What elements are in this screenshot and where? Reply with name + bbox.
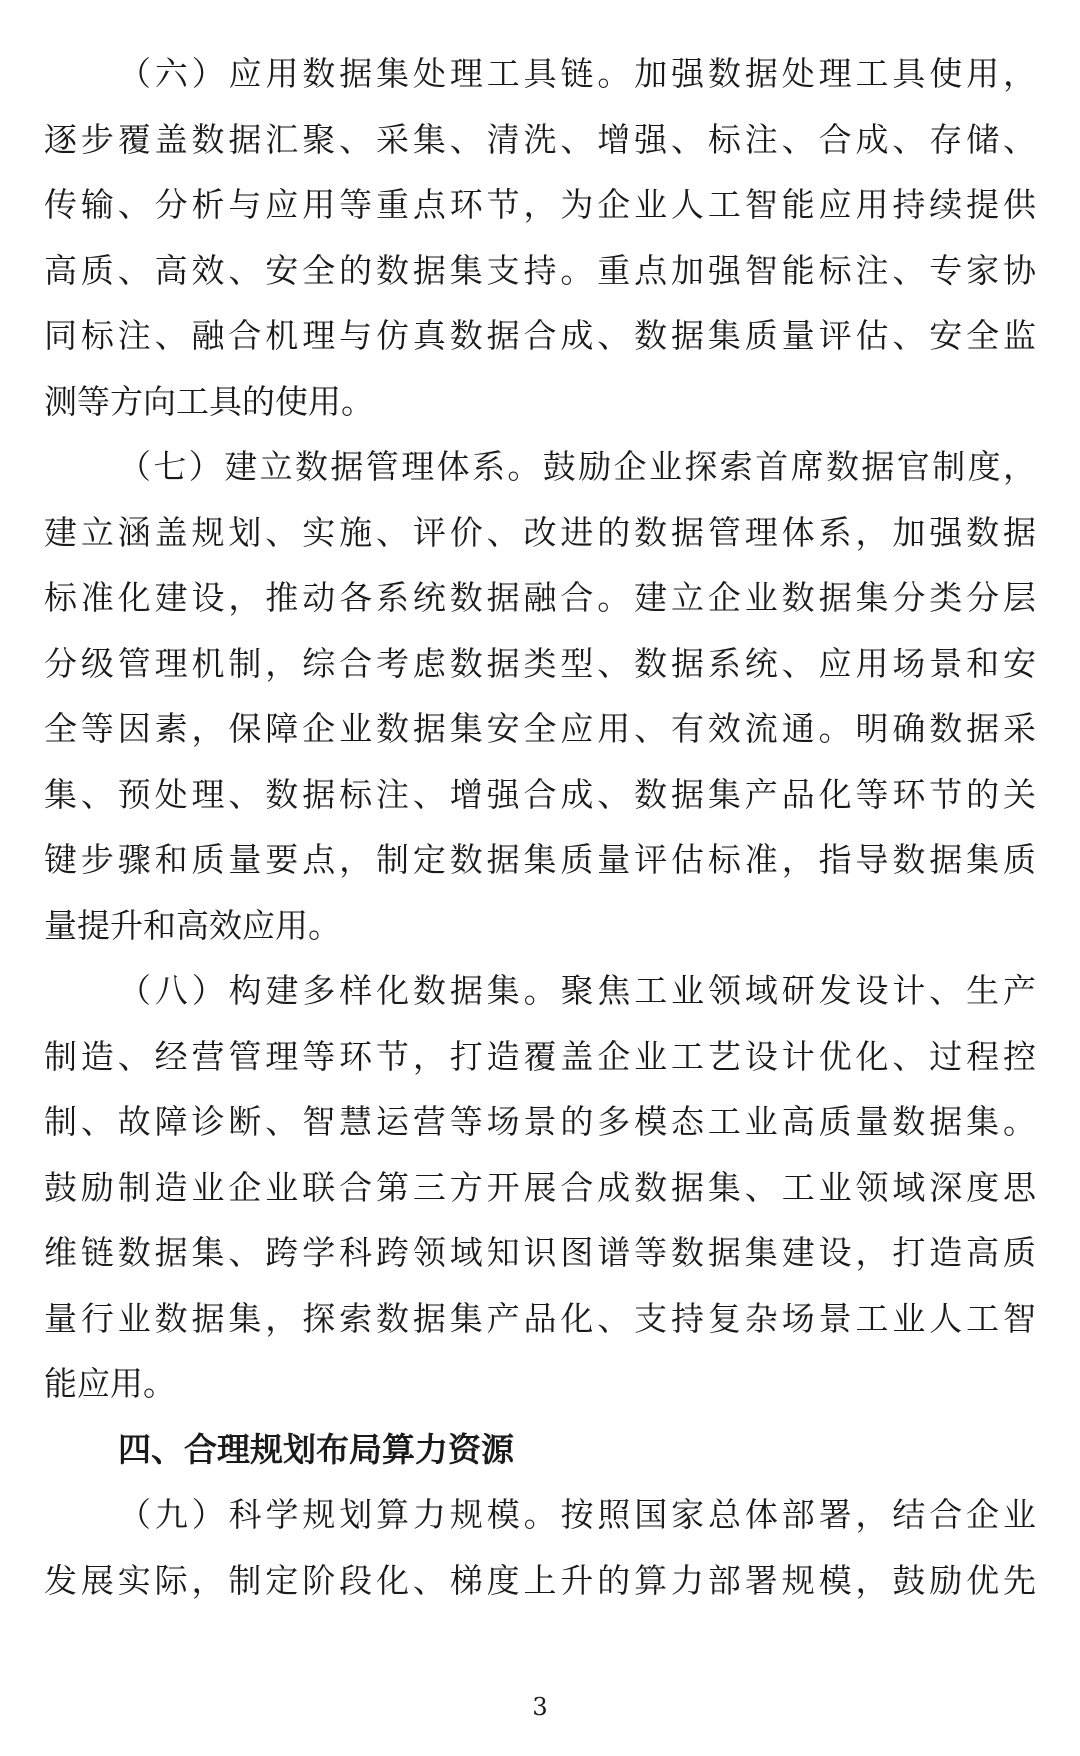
- text-line: 建立涵盖规划、实施、评价、改进的数据管理体系，加强数据: [44, 512, 1036, 552]
- text-line: （九）科学规划算力规模。按照国家总体部署，结合企业: [118, 1495, 1036, 1534]
- text-line: 分级管理机制，综合考虑数据类型、数据系统、应用场景和安: [44, 643, 1036, 683]
- text-line: 全等因素，保障企业数据集安全应用、有效流通。明确数据采: [44, 709, 1036, 748]
- text-line: 标准化建设，推动各系统数据融合。建立企业数据集分类分层: [44, 578, 1036, 617]
- text-line: 同标注、融合机理与仿真数据合成、数据集质量评估、安全监: [44, 316, 1036, 355]
- text-line: 维链数据集、跨学科跨领域知识图谱等数据集建设，打造高质: [44, 1233, 1036, 1272]
- page-number: 3: [532, 1693, 548, 1721]
- paragraph-8: [44, 958, 1036, 1417]
- text-line: 传输、分析与应用等重点环节，为企业人工智能应用持续提供: [44, 185, 1036, 224]
- text-line: 鼓励制造业企业联合第三方开展合成数据集、工业领域深度思: [44, 1167, 1036, 1207]
- paragraph-9: [44, 1482, 1036, 1613]
- text-line: （七）建立数据管理体系。鼓励企业探索首席数据官制度，: [118, 447, 1036, 486]
- text-line: 发展实际，制定阶段化、梯度上升的算力部署规模，鼓励优先: [44, 1560, 1036, 1600]
- paragraph-6: [44, 41, 1036, 434]
- text-line: 能应用。: [44, 1364, 176, 1403]
- text-line: 制造、经营管理等环节，打造覆盖企业工艺设计优化、过程控: [44, 1036, 1036, 1076]
- text-line: 制、故障诊断、智慧运营等场景的多模态工业高质量数据集。: [44, 1102, 1036, 1141]
- text-line: 集、预处理、数据标注、增强合成、数据集产品化等环节的关: [44, 774, 1036, 814]
- text-line: 测等方向工具的使用。: [44, 381, 374, 421]
- text-line: 量行业数据集，探索数据集产品化、支持复杂场景工业人工智: [44, 1298, 1036, 1338]
- document-page: [44, 41, 1036, 1613]
- text-line: 键步骤和质量要点，制定数据集质量评估标准，指导数据集质: [44, 840, 1036, 879]
- text-line: （八）构建多样化数据集。聚焦工业领域研发设计、生产: [118, 971, 1036, 1010]
- section-heading: 四、合理规划布局算力资源: [118, 1429, 514, 1469]
- text-line: 量提升和高效应用。: [44, 905, 341, 945]
- paragraph-7: [44, 434, 1036, 958]
- text-line: 逐步覆盖数据汇聚、采集、清洗、增强、标注、合成、存储、: [44, 119, 1036, 159]
- text-line: 高质、高效、安全的数据集支持。重点加强智能标注、专家协: [44, 250, 1036, 290]
- text-line: （六）应用数据集处理工具链。加强数据处理工具使用，: [118, 54, 1036, 93]
